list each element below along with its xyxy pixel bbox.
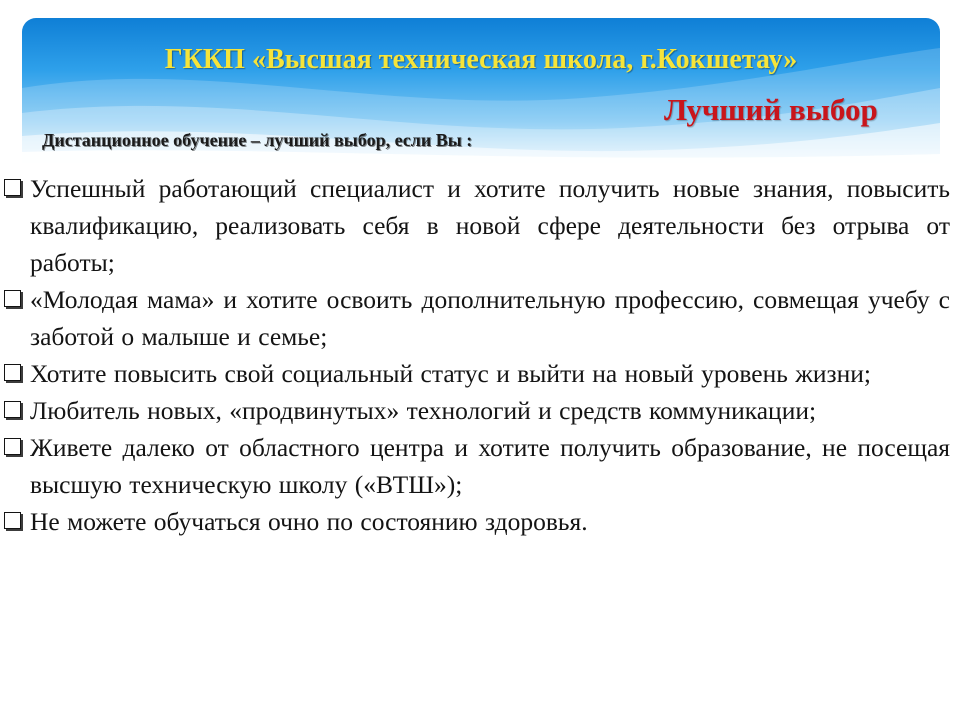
intro-subtitle: Дистанционное обучение – лучший выбор, если Вы : bbox=[42, 130, 473, 150]
checkbox-square-icon bbox=[4, 290, 21, 307]
checkbox-square-icon bbox=[4, 179, 21, 196]
list-item bbox=[0, 355, 950, 392]
institution-title: ГККП «Высшая техническая школа, г.Кокшетау» bbox=[164, 44, 798, 75]
list-item bbox=[0, 170, 950, 281]
list-item-text: Хотите повысить свой социальный статус и выйти на новый уровень жизни; bbox=[30, 359, 871, 388]
bullet-list bbox=[0, 170, 950, 540]
list-item bbox=[0, 281, 950, 355]
list-item bbox=[0, 503, 950, 540]
list-item-text: Любитель новых, «продвинутых» технологий и средств коммуникации; bbox=[30, 396, 817, 425]
checkbox-square-icon bbox=[4, 401, 21, 418]
list-item bbox=[0, 429, 950, 503]
list-item-text: «Молодая мама» и хотите освоить дополнительную профессию, совмещая учебу с заботой о малыше и семье; bbox=[30, 285, 950, 351]
checkbox-square-icon bbox=[4, 438, 21, 455]
list-item-text: Не можете обучаться очно по состоянию здоровья. bbox=[30, 507, 588, 536]
list-item-text: Успешный работающий специалист и хотите получить новые знания, повысить квалификацию, реализовать себя в новой сфере деятельности без отрыва от работы; bbox=[30, 174, 950, 277]
list-item-text: Живете далеко от областного центра и хотите получить образование, не посещая высшую техническую школу («ВТШ»); bbox=[30, 433, 950, 499]
checkbox-square-icon bbox=[4, 364, 21, 381]
list-item bbox=[0, 392, 950, 429]
checkbox-square-icon bbox=[4, 512, 21, 529]
tagline: Лучший выбор bbox=[664, 92, 878, 127]
